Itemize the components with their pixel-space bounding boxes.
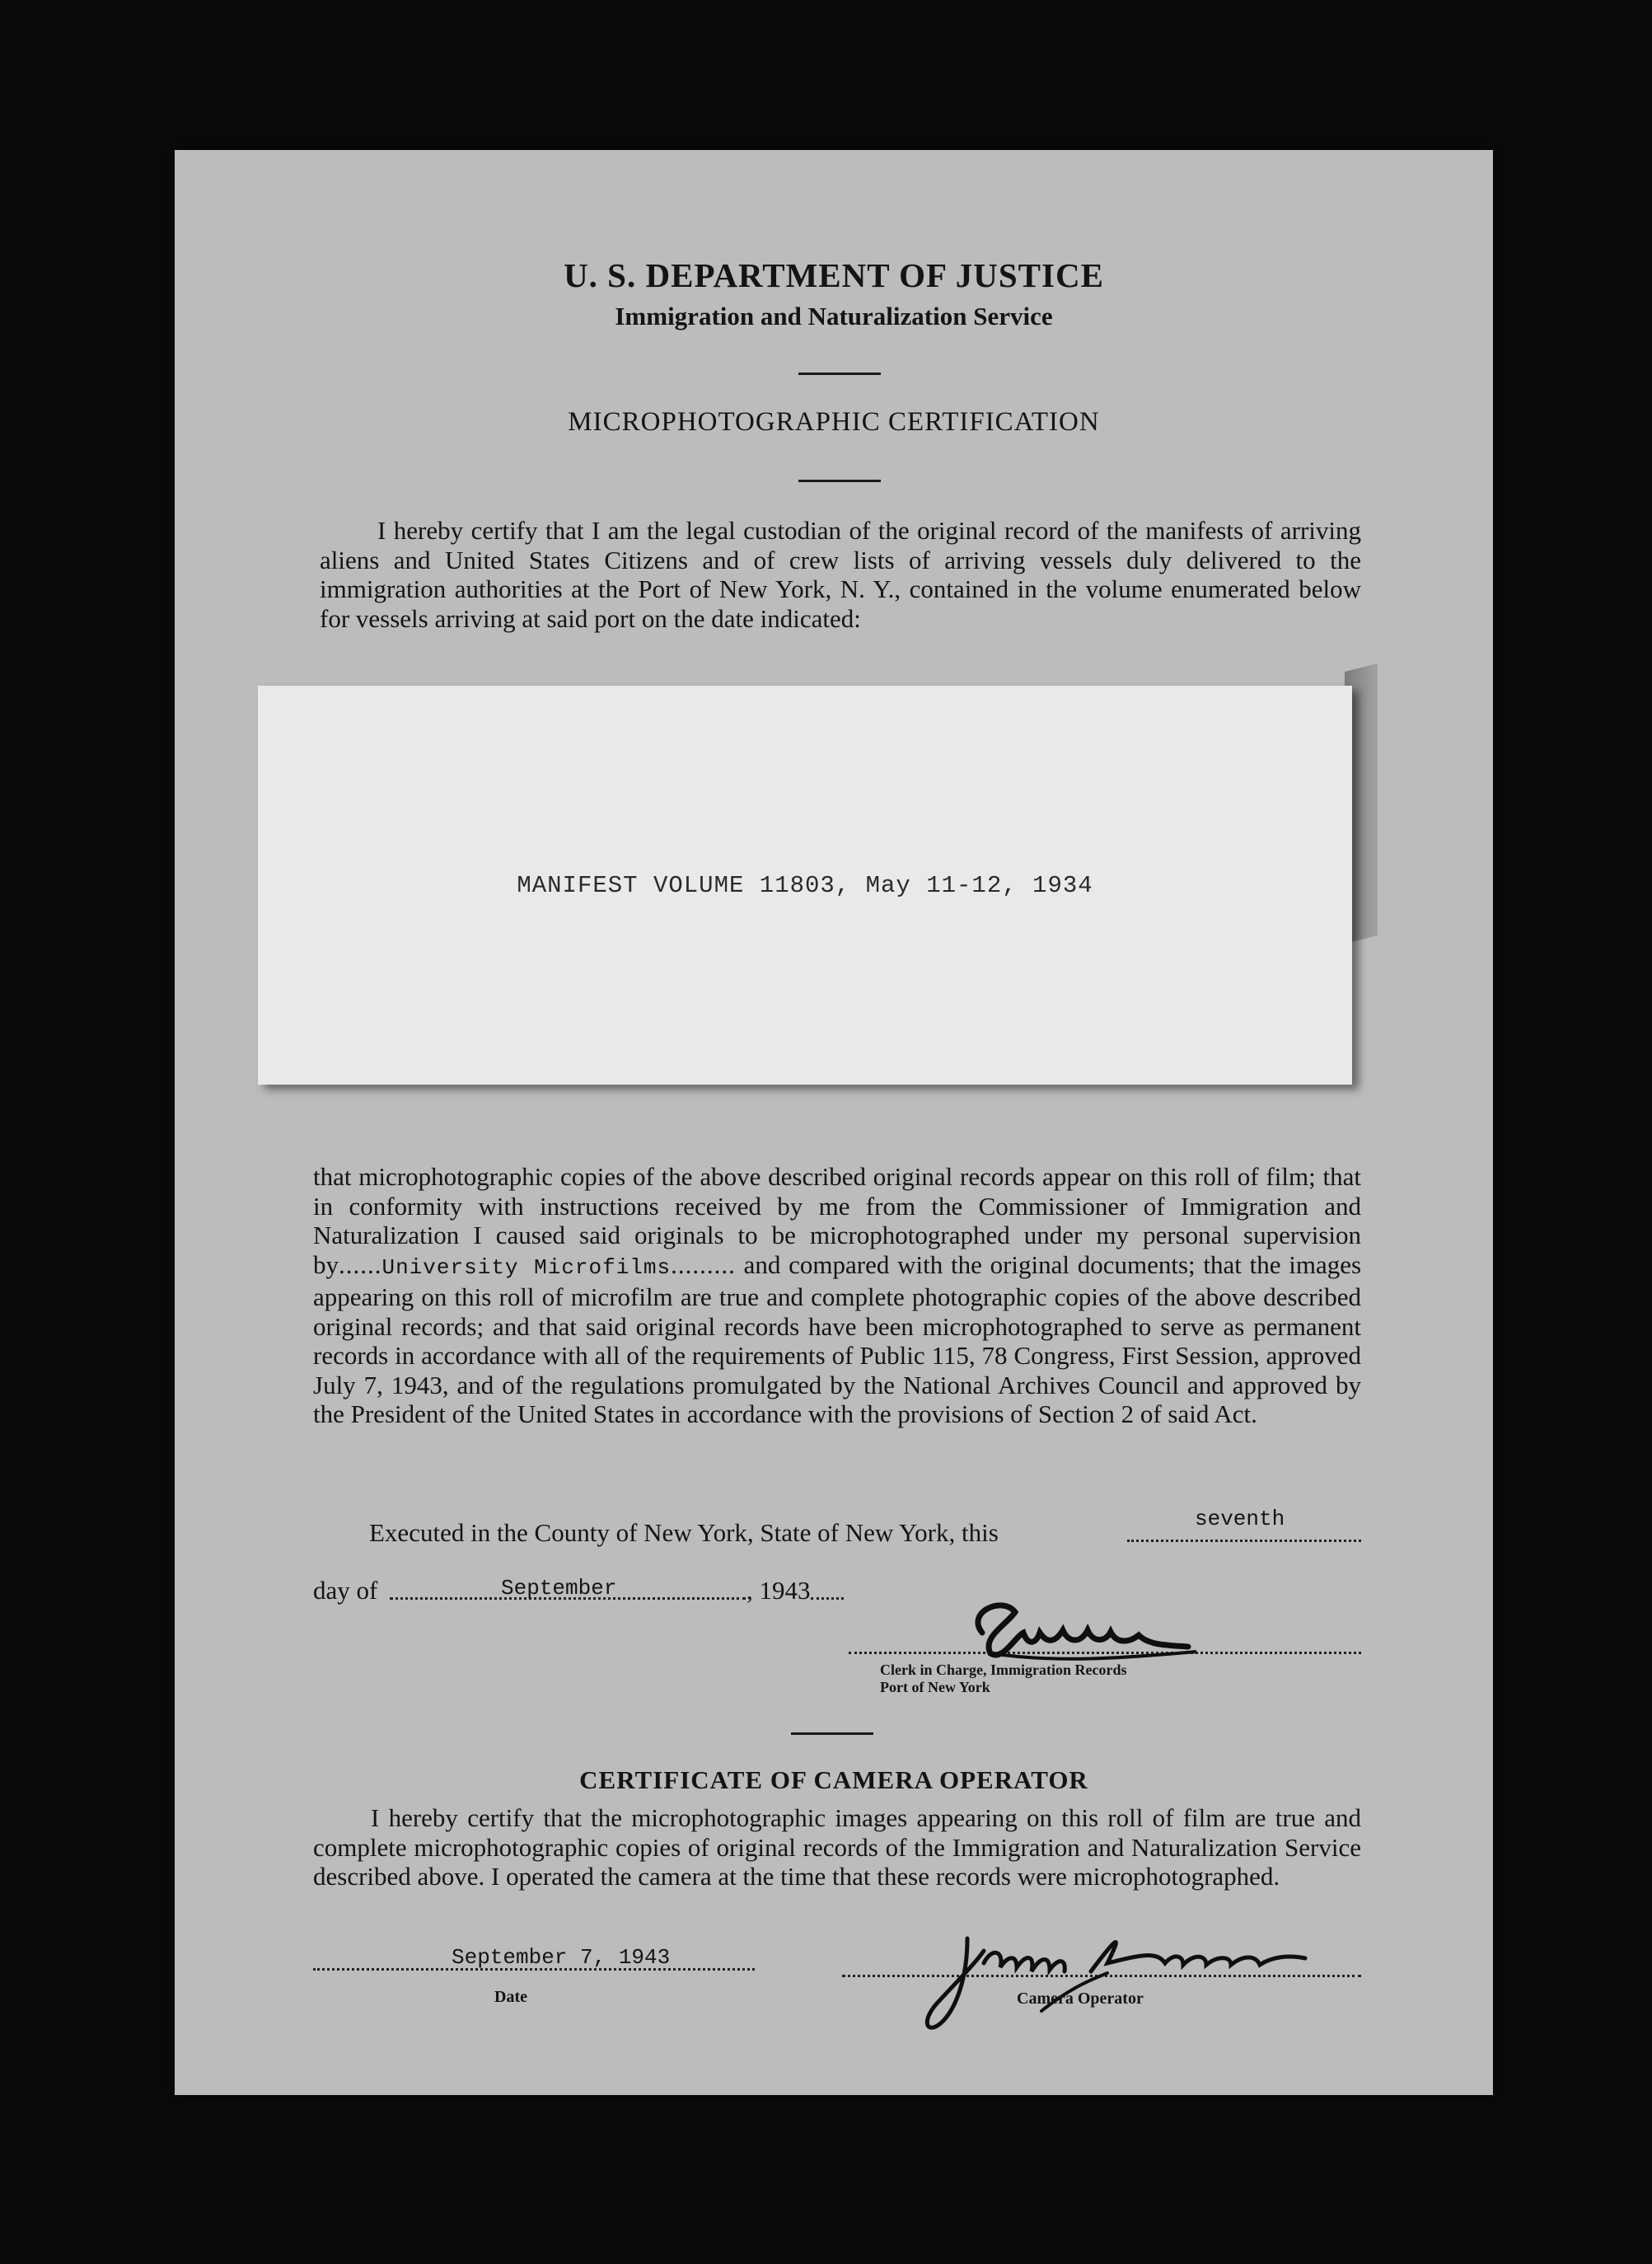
certificate-sheet: [175, 150, 1493, 2095]
divider: [798, 373, 881, 375]
executed-text: Executed in the County of New York, State of New York, this: [369, 1518, 999, 1547]
certification-heading: MICROPHOTOGRAPHIC CERTIFICATION: [568, 407, 1100, 437]
body-text-part2: and compared with the original documents; that the images appearing on this roll of microfilm are true and complete photographic copies of the above described original records; and that said original records have been microphotographed to serve as permanent records in accordance with all of the requirements of Public 115, 78 Congress, First Session, approved July 7, 1943, and of the regulations promulgated by the National Archives Council and approved by the President of the United States in accordance with the provisions of Section 2 of said Act.: [313, 1249, 1362, 1428]
camera-certificate-heading: CERTIFICATE OF CAMERA OPERATOR: [579, 1765, 1088, 1794]
supervisor-name: University Microfilms: [381, 1254, 672, 1280]
divider: [798, 480, 881, 482]
body-paragraph: that microphotographic copies of the above described original records appear on this roll of film; that in conformity with instructions received by me from the Commissioner of Immigration and Naturalization I caused said originals to be microphotographed under my personal supervision by......University Microfilms......... and compared with the original documents; that the images appearing on this roll of microfilm are true and complete photographic copies of the above described original records; and that said original records have been microphotographed to serve as permanent records in accordance with all of the requirements of Public 115, 78 Congress, First Session, approved July 7, 1943, and of the regulations promulgated by the National Archives Council and approved by the President of the United States in accordance with the provisions of Section 2 of said Act.: [313, 1162, 1362, 1428]
execution-day: seventh: [1195, 1507, 1285, 1531]
day-of-label: day of: [313, 1576, 378, 1605]
divider: [791, 1732, 873, 1735]
camera-paragraph: I hereby certify that the microphotographic images appearing on this roll of film are true and complete microphotographic copies of original records of the Immigration and Naturalization Service described above. I operated the camera at the time that these records were microphotographed.: [313, 1803, 1361, 1891]
operator-signature: [844, 1905, 1322, 2037]
manifest-volume-label: MANIFEST VOLUME 11803, May 11-12, 1934: [517, 872, 1093, 899]
executed-line: [369, 1507, 1361, 1548]
execution-month: September: [501, 1576, 617, 1601]
clerk-title: Clerk in Charge, Immigration Records Port of New York: [880, 1662, 1127, 1695]
service-subtitle: Immigration and Naturalization Service: [615, 302, 1053, 330]
intro-paragraph: I hereby certify that I am the legal custodian of the original record of the manifests of arriving aliens and United States Citizens and of crew lists of arriving vessels duly delivered to the immigration authorities at the Port of New York, N. Y., contained in the volume enumerated below for vessels arriving at said port on the date indicated:: [320, 516, 1361, 633]
camera-operator-label: Camera Operator: [1017, 1990, 1144, 2008]
manifest-slip: [258, 686, 1352, 1085]
execution-year: , 1943: [746, 1576, 811, 1605]
date-line: [313, 1576, 811, 1605]
operator-date-line: [313, 1968, 755, 1971]
date-label: Date: [494, 1988, 527, 2006]
clerk-signature: [957, 1587, 1205, 1670]
body-text-part1: that microphotographic copies of the above described original records appear on this roll of film; that in conformity with instructions received by me from the Commissioner of Immigration and Naturalization I caused said originals to be microphotographed under my personal supervision by: [313, 1162, 1361, 1279]
operator-date: September 7, 1943: [452, 1945, 671, 1970]
department-title: U. S. DEPARTMENT OF JUSTICE: [564, 256, 1104, 294]
